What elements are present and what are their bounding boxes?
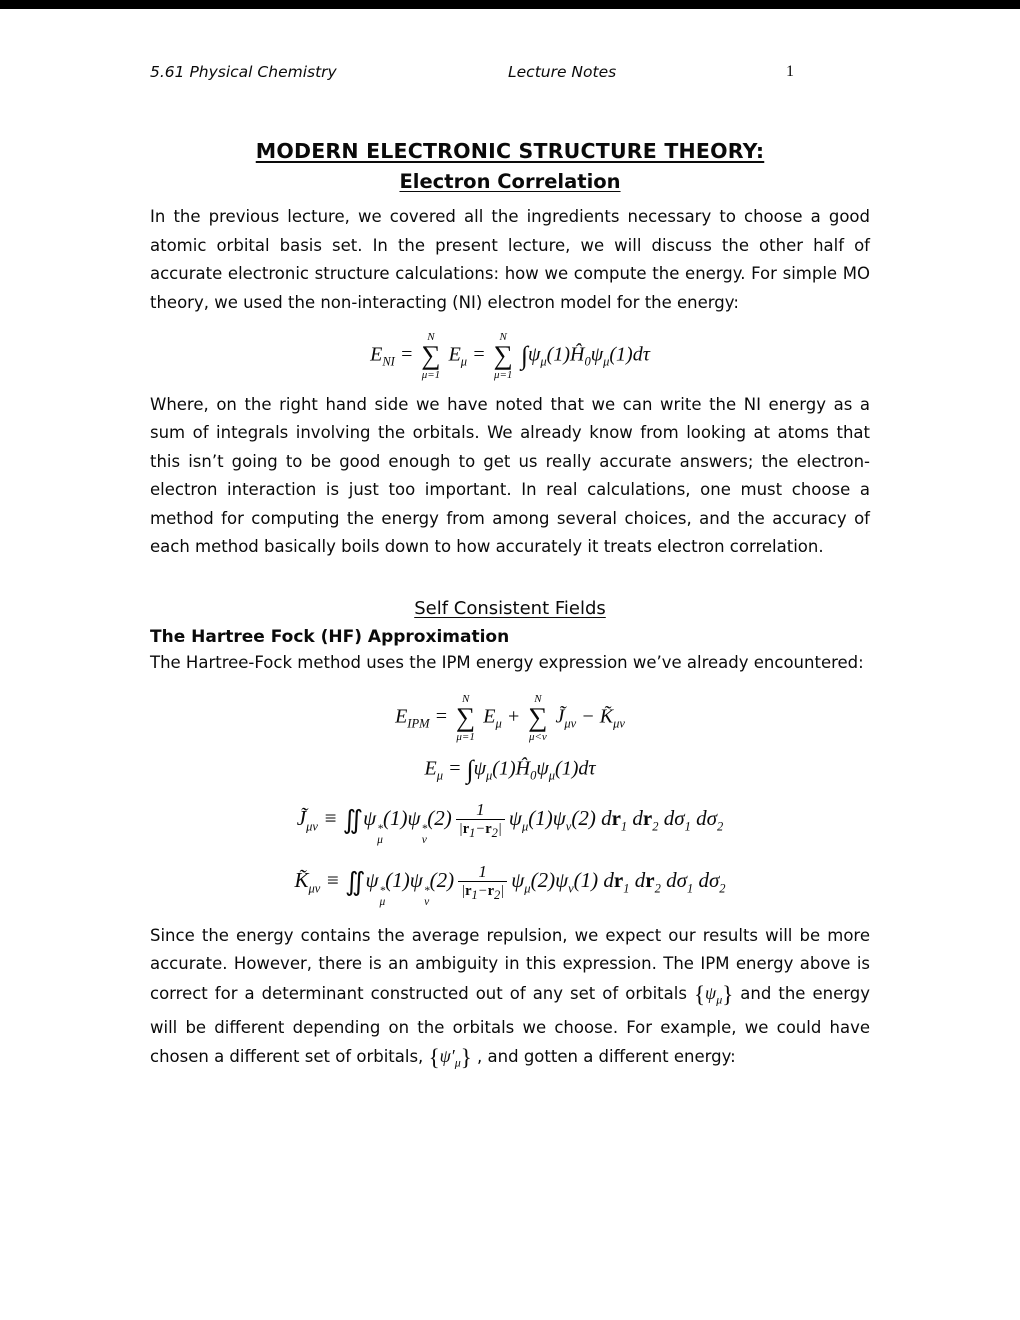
doc-title xyxy=(150,139,870,193)
scan-edge-bar xyxy=(0,0,1020,9)
equation-coulomb-integral: $J̃_{\mu\nu}$ ≡ ∬ψ * μ (1)ψ * ν (2) $\frac{1}{|r_1-r_2|}$ $\psi_\mu(1)\psi_\nu(2)$ $dr_1$ $dr_2$ $d\sigma_1$ $d\sigma_2$ xyxy=(296,799,724,846)
equation-ni-energy: $E_{NI}$ = N ∑ μ=1 $E_\mu$ = N ∑ μ=1 $\int\psi_\mu(1)Ĥ_0\psi_\mu(1)d\tau$ xyxy=(370,331,650,381)
equation-ipm-energy: $E_{IPM}$ = N ∑ μ=1 $E_\mu$ + N ∑ μ<ν $J̃_{\mu\nu}$ − $K̃_{\mu\nu}$ xyxy=(395,693,625,744)
header-course-title: 5.61 Physical Chemistry xyxy=(150,63,337,81)
section-heading-scf xyxy=(150,598,870,619)
document-body xyxy=(150,139,870,1078)
section-heading-scf-text: Self Consistent Fields xyxy=(414,597,606,619)
subsection-heading-hf: The Hartree Fock (HF) Approximation xyxy=(150,626,510,647)
header-section-label: Lecture Notes xyxy=(508,63,617,81)
page-header xyxy=(150,63,870,87)
doc-title-line2: Electron Correlation xyxy=(399,170,621,193)
equation-exchange-integral: $K̃_{\mu\nu}$ ≡ ∬ψ * μ (1)ψ * ν (2) $\frac{1}{|r_1-r_2|}$ $\psi_\mu(2)\psi_\nu(1)$ $dr_1$ $dr_2$ $d\sigma_1$ $d\sigma_2$ xyxy=(294,861,726,908)
paragraph-since: Since the energy contains the average repulsion, we expect our results will be more accurate. However, there is an ambiguity in this expression. The IPM energy above is correct for a determinant constructed out of any set of orbitals $\{\psi_\mu\}$ and the energy will be different depending on the orbitals we choose. For example, we could have chosen a different set of orbitals, $\{\psi'_\mu\}$ , and gotten a different energy: xyxy=(150,925,870,1071)
paragraph-intro: In the previous lecture, we covered all the ingredients necessary to choose a good atomic orbital basis set. In the present lecture, we will discuss the other half of accurate electronic structure calculations: how we compute the energy. For simple MO theory, we used the non-interacting (NI) electron model for the energy: xyxy=(150,207,870,312)
paragraph-hf-intro: The Hartree-Fock method uses the IPM energy expression we’ve already encountered: xyxy=(150,652,864,672)
page-number: 1 xyxy=(786,63,794,80)
paragraph-where: Where, on the right hand side we have noted that we can write the NI energy as a sum of integrals involving the orbitals. We already know from looking at atoms that this isn’t going to be good enough to get us really accurate answers; the electron-electron interaction is just too important. In real calculations, one must choose a method for computing the energy from among several choices, and the accuracy of each method basically boils down to how accurately it treats electron correlation. xyxy=(150,394,870,557)
doc-title-line1: MODERN ELECTRONIC STRUCTURE THEORY: xyxy=(255,139,765,163)
equation-orbital-energy: $E_\mu$ = $\int\psi_\mu(1)Ĥ_0\psi_\mu(1)d\tau$ xyxy=(424,755,596,785)
